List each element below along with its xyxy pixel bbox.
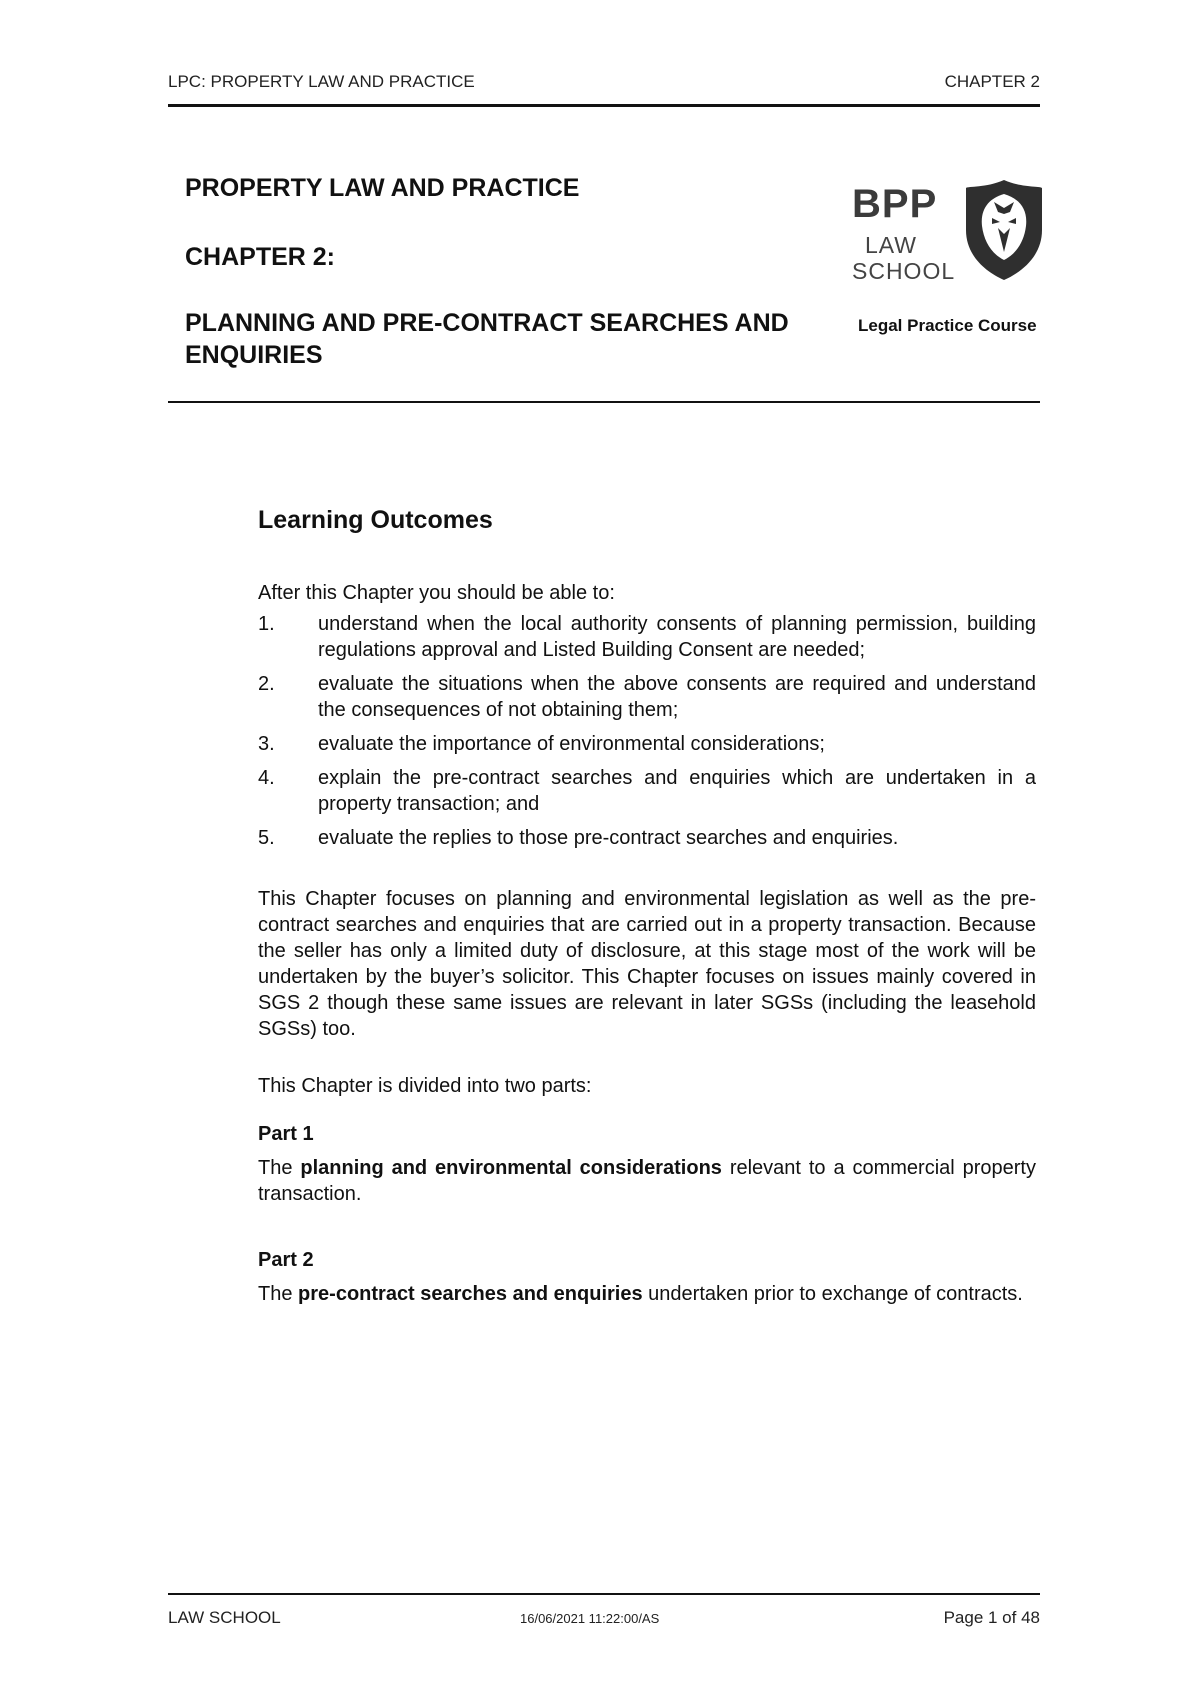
list-text: evaluate the replies to those pre-contract searches and enquiries. [318, 827, 899, 849]
chapter-focus-paragraph: This Chapter focuses on planning and environmental legislation as well as the pre-contract searches and enquiries that are carried out in a property transaction. Because the seller has only a limited duty of disclosure, at this stage most of the work will be undertaken by the buyer’s solicitor. This Chapter focuses on issues mainly covered in SGS 2 though these same issues are relevant in later SGSs (including the leasehold SGSs) too. [258, 888, 1036, 1040]
title-divider [168, 401, 1040, 403]
bpp-law-school-logo [848, 178, 1048, 290]
part-1-bold-text: planning and environmental considerations [300, 1157, 722, 1179]
chapter-parts-intro: This Chapter is divided into two parts: [258, 1075, 592, 1097]
part-1-description [258, 1155, 1036, 1207]
legal-practice-course-label: Legal Practice Course [858, 316, 1037, 335]
part-2-bold-text: pre-contract searches and enquiries [298, 1283, 643, 1305]
part-1-pre-text: The [258, 1157, 301, 1179]
part-1-post-text: relevant to a commercial property transaction. [258, 1157, 1036, 1205]
learning-outcomes-intro: After this Chapter you should be able to: [258, 582, 615, 604]
list-item [258, 671, 1036, 723]
list-number: 2. [258, 673, 275, 695]
list-number: 5. [258, 827, 275, 849]
part-2-pre-text: The [258, 1283, 299, 1305]
logo-school-text: SCHOOL [852, 258, 956, 284]
part-1-heading: Part 1 [258, 1123, 314, 1145]
list-number: 3. [258, 733, 275, 755]
chapter-title: PLANNING AND PRE-CONTRACT SEARCHES AND ENQUIRIES [185, 309, 789, 369]
footer-school: LAW SCHOOL [168, 1608, 281, 1627]
list-text: evaluate the situations when the above consents are required and understand the consequences of not obtaining them; [318, 673, 1036, 721]
header-course-title: LPC: PROPERTY LAW AND PRACTICE [168, 72, 475, 91]
learning-outcomes-heading: Learning Outcomes [258, 506, 493, 534]
list-item [258, 731, 1036, 757]
footer-divider [168, 1593, 1040, 1595]
list-item [258, 825, 1036, 851]
document-title: PROPERTY LAW AND PRACTICE [185, 174, 580, 202]
lion-shield-icon [964, 178, 1044, 282]
list-item [258, 611, 1036, 663]
list-number: 4. [258, 767, 275, 789]
part-2-heading: Part 2 [258, 1249, 314, 1271]
running-footer [168, 1608, 1040, 1632]
part-2-post-text: undertaken prior to exchange of contracts. [642, 1283, 1023, 1305]
learning-outcomes-list [258, 611, 1036, 859]
header-chapter: CHAPTER 2 [944, 72, 1040, 91]
list-item [258, 765, 1036, 817]
running-header [168, 72, 1040, 96]
part-2-description [258, 1281, 1036, 1307]
footer-timestamp: 16/06/2021 11:22:00/AS [520, 1611, 660, 1626]
list-text: understand when the local authority consents of planning permission, building regulations approval and Listed Building Consent are needed; [318, 613, 1036, 661]
list-number: 1. [258, 613, 275, 635]
logo-law-text: LAW [865, 232, 917, 258]
logo-bpp-text: BPP [852, 182, 938, 226]
list-text: evaluate the importance of environmental considerations; [318, 733, 825, 755]
header-divider [168, 104, 1040, 107]
list-text: explain the pre-contract searches and enquiries which are undertaken in a property transaction; and [318, 767, 1036, 815]
page-number: Page 1 of 48 [943, 1608, 1040, 1627]
chapter-number: CHAPTER 2: [185, 243, 336, 271]
